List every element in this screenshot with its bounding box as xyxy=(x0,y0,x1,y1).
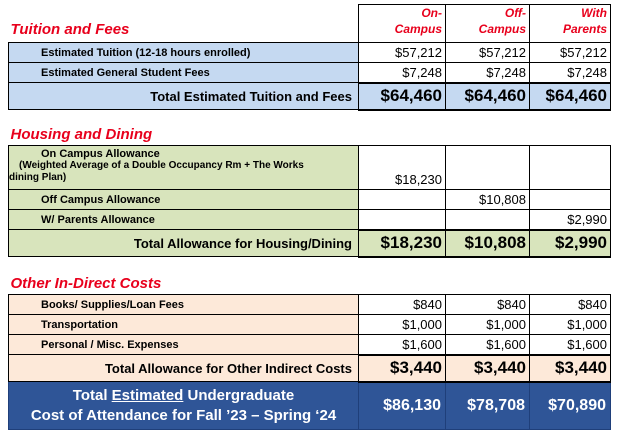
total-row-indirect xyxy=(9,355,611,382)
total-label: Total Allowance for Housing/Dining xyxy=(9,230,359,257)
estimated-underlined: Estimated xyxy=(111,386,184,404)
value-off-campus xyxy=(446,210,530,230)
value-off-campus: $10,808 xyxy=(446,190,530,210)
value-off-campus: $1,600 xyxy=(446,335,530,355)
value-off-campus: $1,000 xyxy=(446,315,530,335)
row-label: Off Campus Allowance xyxy=(9,190,359,210)
value-on-campus: $7,248 xyxy=(359,63,446,83)
total-with-parents: $3,440 xyxy=(530,355,611,382)
grand-total-line-1: Total Estimated Undergraduate xyxy=(72,386,295,404)
grand-total-on-campus: $86,130 xyxy=(359,382,446,430)
value-with-parents: $7,248 xyxy=(530,63,611,83)
col-header-on-campus: On- Campus xyxy=(359,5,446,43)
value-off-campus: $7,248 xyxy=(446,63,530,83)
cost-of-attendance-table-container xyxy=(8,4,610,430)
table-row xyxy=(9,295,611,315)
total-label: Total Allowance for Other Indirect Costs xyxy=(9,355,359,382)
indirect-section-title: Other In-Direct Costs xyxy=(10,275,162,292)
total-off-campus: $10,808 xyxy=(446,230,530,257)
value-with-parents: $1,600 xyxy=(530,335,611,355)
table-row xyxy=(9,190,611,210)
row-label: On Campus Allowance (Weighted Average of a Double Occupancy Rm + The Works dining Plan) xyxy=(9,146,359,190)
value-on-campus: $840 xyxy=(359,295,446,315)
total-off-campus: $64,460 xyxy=(446,83,530,110)
col-header-with-parents: With Parents xyxy=(530,5,611,43)
total-on-campus: $18,230 xyxy=(359,230,446,257)
grand-total-row xyxy=(9,382,611,430)
grand-total-off-campus: $78,708 xyxy=(446,382,530,430)
total-on-campus: $3,440 xyxy=(359,355,446,382)
total-with-parents: $64,460 xyxy=(530,83,611,110)
total-on-campus: $64,460 xyxy=(359,83,446,110)
table-row xyxy=(9,63,611,83)
header-row xyxy=(9,5,611,43)
value-with-parents xyxy=(530,146,611,190)
value-with-parents: $840 xyxy=(530,295,611,315)
value-with-parents: $57,212 xyxy=(530,43,611,63)
tuition-section-cell xyxy=(9,5,359,43)
indirect-section-cell xyxy=(9,257,611,295)
value-on-campus: $57,212 xyxy=(359,43,446,63)
section-row xyxy=(9,110,611,146)
row-label: Estimated Tuition (12-18 hours enrolled) xyxy=(9,43,359,63)
housing-section-cell xyxy=(9,110,611,146)
table-row xyxy=(9,315,611,335)
total-with-parents: $2,990 xyxy=(530,230,611,257)
housing-section-title: Housing and Dining xyxy=(10,126,153,143)
value-off-campus: $57,212 xyxy=(446,43,530,63)
value-on-campus xyxy=(359,190,446,210)
value-on-campus: $18,230 xyxy=(359,146,446,190)
row-label: Estimated General Student Fees xyxy=(9,63,359,83)
col-header-off-campus: Off- Campus xyxy=(446,5,530,43)
total-row-housing xyxy=(9,230,611,257)
table-row xyxy=(9,335,611,355)
grand-total-line-2: Cost of Attendance for Fall ’23 – Spring ‘24 xyxy=(30,406,337,424)
row-label: Books/ Supplies/Loan Fees xyxy=(9,295,359,315)
tuition-section-title: Tuition and Fees xyxy=(10,21,130,38)
total-label: Total Estimated Tuition and Fees xyxy=(9,83,359,110)
section-row xyxy=(9,257,611,295)
table-row xyxy=(9,43,611,63)
value-on-campus: $1,600 xyxy=(359,335,446,355)
value-off-campus: $840 xyxy=(446,295,530,315)
total-off-campus: $3,440 xyxy=(446,355,530,382)
row-label: W/ Parents Allowance xyxy=(9,210,359,230)
value-off-campus xyxy=(446,146,530,190)
grand-total-with-parents: $70,890 xyxy=(530,382,611,430)
cost-of-attendance-table xyxy=(8,4,611,430)
value-on-campus xyxy=(359,210,446,230)
grand-total-label xyxy=(9,382,359,430)
row-label: Personal / Misc. Expenses xyxy=(9,335,359,355)
table-row xyxy=(9,146,611,190)
value-with-parents: $2,990 xyxy=(530,210,611,230)
row-label: Transportation xyxy=(9,315,359,335)
table-row xyxy=(9,210,611,230)
total-row-tuition xyxy=(9,83,611,110)
value-with-parents: $1,000 xyxy=(530,315,611,335)
value-with-parents xyxy=(530,190,611,210)
value-on-campus: $1,000 xyxy=(359,315,446,335)
